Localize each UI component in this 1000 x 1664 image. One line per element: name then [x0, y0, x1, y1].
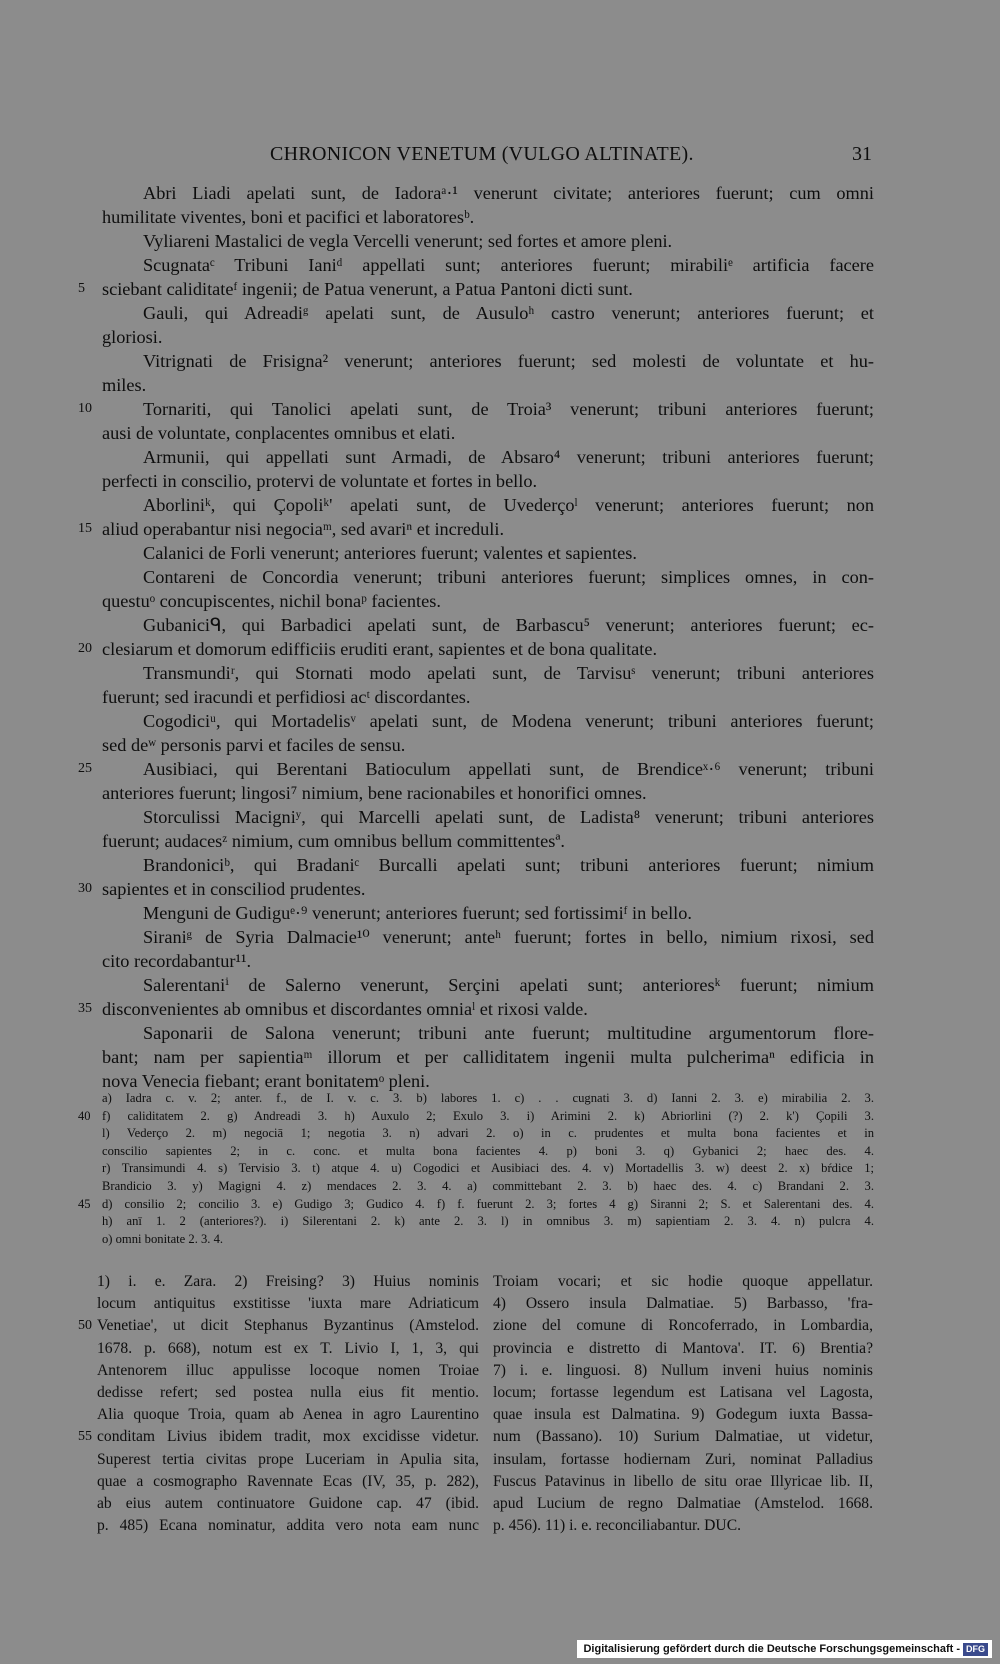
line-text: bant; nam per sapientiaᵐ illorum et per calliditatem ingenii multa pulcherimaⁿ edificia in	[102, 1047, 874, 1067]
line-text: Saponarii de Salona venerunt; tribuni ante fuerunt; multitudine argumentorum flore-	[143, 1023, 874, 1043]
line-text: Troiam vocari; et sic hodie quoque appellatur.	[493, 1273, 873, 1290]
line-text: perfecti in conscilio, protervi de voluntate et fortes in bello.	[102, 471, 538, 491]
line-number: 5	[78, 281, 85, 296]
text-line	[0, 733, 1000, 757]
line-text: conditam Livius ibidem tradit, mox excidisse videtur.	[97, 1428, 479, 1446]
footnotes-right-column	[0, 1271, 1000, 1537]
dfg-logo: DFG	[963, 1643, 988, 1656]
page-number: 31	[852, 143, 872, 165]
text-line	[0, 661, 1000, 685]
digitization-credit	[577, 1640, 992, 1658]
running-header-title: CHRONICON VENETUM (VULGO ALTINATE).	[270, 143, 694, 165]
line-text: dedisse refert; sed postea nulla eius fit mentio.	[97, 1383, 479, 1401]
line-text: Superest tertia civitas prope Luceriam in Apulia sita,	[97, 1450, 479, 1468]
apparatus-line	[0, 1125, 1000, 1143]
line-text: Cogodiciᵘ, qui Mortadelisᵛ apelati sunt, de Modena venerunt; tribuni anteriores fuerunt;	[143, 711, 874, 731]
footnote-line	[0, 1449, 1000, 1471]
line-text: Vitrignati de Frisigna² venerunt; anteriores fuerunt; sed molesti de voluntate et hu-	[143, 351, 874, 371]
line-text: 1) i. e. Zara. 2) Freising? 3) Huius nominis	[97, 1273, 479, 1290]
apparatus-line	[0, 1196, 1000, 1214]
footnote-line	[0, 1315, 1000, 1337]
apparatus-line	[0, 1160, 1000, 1178]
text-line	[0, 589, 1000, 613]
footnote-line	[0, 1426, 1000, 1448]
line-text: Siraniᵍ de Syria Dalmacie¹⁰ venerunt; anteʰ fuerunt; fortes in bello, nimium rixosi, sed	[143, 927, 874, 947]
line-number: 40	[78, 1108, 91, 1123]
footnote-line	[0, 1515, 1000, 1537]
line-text: sciebant caliditateᶠ ingenii; de Patua venerunt, a Patua Pantoni dicti sunt.	[102, 279, 633, 299]
text-line	[0, 349, 1000, 373]
line-text: 4) Ossero insula Dalmatiae. 5) Barbasso, 'fra-	[493, 1295, 873, 1313]
line-number: 20	[78, 641, 92, 656]
text-line	[0, 709, 1000, 733]
text-line	[0, 469, 1000, 493]
text-line	[0, 493, 1000, 517]
line-text: zione del comune di Roncoferrado, in Lombardia,	[493, 1317, 873, 1335]
text-line	[0, 181, 1000, 205]
line-text: cito recordabantur¹¹.	[102, 951, 252, 971]
text-line	[0, 973, 1000, 997]
critical-apparatus	[0, 1090, 1000, 1248]
line-text: f) caliditatem 2. g) Andreadi 3. h) Auxulo 2; Exulo 3. i) Arimini 2. k) Abriorlini (?) 2. k') Çopili 3.	[102, 1108, 874, 1123]
text-line	[0, 949, 1000, 973]
line-text: disconvenientes ab omnibus et discordantes omniaˡ et rixosi valde.	[102, 999, 588, 1019]
line-text: insulam, fortasse hodiernam Zuri, nominat Palladius	[493, 1450, 873, 1468]
text-line	[0, 1045, 1000, 1069]
apparatus-line	[0, 1108, 1000, 1126]
text-line	[0, 301, 1000, 325]
line-text: Antenorem illuc appulisse locoque nomen Troiae	[97, 1361, 479, 1379]
line-text: anteriores fuerunt; lingosi⁷ nimium, bene racionabiles et honorifici omnes.	[102, 783, 647, 803]
text-line	[0, 853, 1000, 877]
line-text: Salerentaniⁱ de Salerno venerunt, Serçini apelati sunt; anterioresᵏ fuerunt; nimium	[143, 975, 874, 995]
line-number: 15	[78, 521, 92, 536]
line-text: l) Vederço 2. m) negociā 1; negotia 3. n) advari 2. o) in c. prudentes et multa bona facientes et in	[102, 1126, 874, 1141]
line-text: clesiarum et domorum edifficiis eruditi erant, sapientes et de bona qualitate.	[102, 639, 658, 659]
footnote-line	[0, 1471, 1000, 1493]
line-text: ab eius autem continuatore Guidone cap. 47 (ibid.	[97, 1494, 479, 1512]
apparatus-line	[0, 1090, 1000, 1108]
credit-text: Digitalisierung gefördert durch die Deutsche Forschungsgemeinschaft -	[583, 1643, 960, 1655]
line-text: num (Bassano). 10) Surium Dalmatiae, ut videtur,	[493, 1428, 873, 1446]
text-line	[0, 613, 1000, 637]
line-text: Brandicio 3. y) Magigni 4. z) mendaces 2. 3. 4. a) committebant 2. 3. b) haec des. 4. c) Brandani 2. 3.	[102, 1178, 874, 1193]
line-number: 55	[78, 1429, 92, 1445]
line-text: h) anī 1. 2 (anteriores?). i) Silerentani 2. k) ante 2. 3. l) in omnibus 3. m) sapientiam 2. 3. 4. n) pulcra 4.	[102, 1214, 874, 1229]
apparatus-line	[0, 1143, 1000, 1161]
line-text: aliud operabantur nisi negociaᵐ, sed avariⁿ et increduli.	[102, 519, 505, 539]
line-text: ausi de voluntate, conplacentes omnibus et elati.	[102, 423, 456, 443]
text-line	[0, 829, 1000, 853]
footnote-line	[0, 1404, 1000, 1426]
line-text: o) omni bonitate 2. 3. 4.	[102, 1231, 224, 1246]
footnote-line	[0, 1271, 1000, 1293]
text-line	[0, 877, 1000, 901]
footnote-line	[0, 1293, 1000, 1315]
line-text: sapientes et in consciliod prudentes.	[102, 879, 366, 899]
line-text: Gubaniciᑫ, qui Barbadici apelati sunt, de Barbascu⁵ venerunt; anteriores fuerunt; ec-	[143, 615, 874, 635]
text-line	[0, 781, 1000, 805]
line-text: 7) i. e. linguosi. 8) Nullum inveni huius nominis	[493, 1361, 873, 1379]
line-text: Ausibiaci, qui Berentani Batioculum appellati sunt, de Brendiceˣ·⁶ venerunt; tribuni	[143, 759, 874, 779]
text-line	[0, 277, 1000, 301]
text-line	[0, 229, 1000, 253]
line-text: Vyliareni Mastalici de vegla Vercelli venerunt; sed fortes et amore pleni.	[143, 231, 673, 251]
text-line	[0, 925, 1000, 949]
text-line	[0, 205, 1000, 229]
line-text: Calanici de Forli venerunt; anteriores fuerunt; valentes et sapientes.	[143, 543, 637, 563]
footnote-line	[0, 1338, 1000, 1360]
line-text: Menguni de Gudiguᵉ·⁹ venerunt; anteriores fuerunt; sed fortissimiᶠ in bello.	[143, 903, 692, 923]
text-line	[0, 253, 1000, 277]
line-number: 30	[78, 881, 92, 896]
text-line	[0, 901, 1000, 925]
line-number: 25	[78, 761, 92, 776]
footnote-line	[0, 1360, 1000, 1382]
text-line	[0, 637, 1000, 661]
line-text: a) Iadra c. v. 2; anter. f., de I. v. c. 3. b) labores 1. c) . . cugnati 3. d) Ianni 2. 3. e) mirabilia 2. 3.	[102, 1091, 874, 1105]
text-line	[0, 997, 1000, 1021]
line-number: 35	[78, 1001, 92, 1016]
line-text: locum antiquitus exstitisse 'iuxta mare Adriaticum	[97, 1295, 479, 1313]
footnote-line	[0, 1382, 1000, 1404]
line-text: fuerunt; audacesᶻ nimium, cum omnibus bellum committentesª.	[102, 831, 565, 851]
line-text: Fuscus Patavinus in libello de situ orae Illyricae lib. II,	[493, 1472, 873, 1490]
line-text: Contareni de Concordia venerunt; tribuni anteriores fuerunt; simplices omnes, in con-	[143, 567, 874, 587]
text-line	[0, 541, 1000, 565]
line-text: quae a cosmographo Ravennate Ecas (IV, 35, p. 282),	[97, 1472, 479, 1490]
line-text: sed deʷ personis parvi et faciles de sensu.	[102, 735, 406, 755]
line-number: 50	[78, 1318, 92, 1334]
line-text: Transmundiʳ, qui Stornati modo apelati sunt, de Tarvisuˢ venerunt; tribuni anteriores	[143, 663, 874, 683]
line-number: 45	[78, 1196, 91, 1211]
line-text: gloriosi.	[102, 327, 163, 347]
text-line	[0, 1021, 1000, 1045]
text-line	[0, 565, 1000, 589]
line-text: apud Lucium de regno Dalmatiae (Amstelod. 1668.	[493, 1494, 873, 1512]
line-text: Abri Liadi apelati sunt, de Iadoraᵃ·¹ venerunt civitate; anteriores fuerunt; cum omni	[143, 183, 874, 203]
line-number: 10	[78, 401, 92, 416]
line-text: Brandoniciᵇ, qui Bradaniᶜ Burcalli apelati sunt; tribuni anteriores fuerunt; nimium	[143, 855, 874, 875]
text-line	[0, 421, 1000, 445]
line-text: provincia e distretto di Mantova'. IT. 6) Brentia?	[493, 1339, 873, 1357]
line-text: p. 485) Ecana nominatur, addita vero nota eam nunc	[97, 1517, 479, 1535]
footnote-line	[0, 1493, 1000, 1515]
apparatus-line	[0, 1178, 1000, 1196]
line-text: Aborliniᵏ, qui Çopoliᵏ' apelati sunt, de Uvederçoˡ venerunt; anteriores fuerunt; non	[143, 495, 874, 515]
line-text: Alia quoque Troia, quam ab Aenea in agro Laurentino	[97, 1406, 479, 1424]
line-text: Tornariti, qui Tanolici apelati sunt, de Troia³ venerunt; tribuni anteriores fuerunt;	[143, 399, 874, 419]
line-text: p. 456). 11) i. e. reconciliabantur. DUC.	[493, 1517, 741, 1535]
line-text: Storculissi Macigniʸ, qui Marcelli apelati sunt, de Ladista⁸ venerunt; tribuni anteriores	[143, 807, 874, 827]
text-line	[0, 397, 1000, 421]
line-text: d) consilio 2; concilio 3. e) Gudigo 3; Gudico 4. f) f. fuerunt 2. 3; fortes 4 g) Siranni 2; S. et Salerentani des. 4.	[102, 1196, 874, 1211]
text-line	[0, 325, 1000, 349]
line-text: Scugnataᶜ Tribuni Ianiᵈ appellati sunt; anteriores fuerunt; mirabiliᵉ artificia facere	[143, 255, 874, 275]
line-text: nova Venecia fiebant; erant bonitatemᵒ pleni.	[102, 1071, 430, 1091]
line-text: questuᵒ concupiscentes, nichil bonaᵖ facientes.	[102, 591, 441, 611]
text-line	[0, 757, 1000, 781]
text-line	[0, 805, 1000, 829]
apparatus-line	[0, 1231, 1000, 1249]
line-text: 1678. p. 668), notum est ex T. Livio I, 1, 3, qui	[97, 1339, 479, 1357]
line-text: Gauli, qui Adreadiᵍ apelati sunt, de Ausuloʰ castro venerunt; anteriores fuerunt; et	[143, 303, 874, 323]
line-text: Armunii, qui appellati sunt Armadi, de Absaro⁴ venerunt; tribuni anteriores fuerunt;	[143, 447, 874, 467]
line-text: fuerunt; sed iracundi et perfidiosi acᵗ discordantes.	[102, 687, 471, 707]
line-text: conscilio sapientes 2; in c. conc. et multa bona facientes 4. p) boni 3. q) Gybanici 2; haec des. 4.	[102, 1143, 874, 1158]
line-text: r) Transimundi 4. s) Tervisio 3. t) atque 4. u) Cogodici et Ausibiaci des. 4. v) Mortadellis 3. w) deest 2. x) bŕdice 1;	[102, 1161, 874, 1176]
apparatus-line	[0, 1213, 1000, 1231]
line-text: Venetiae', ut dicit Stephanus Byzantinus (Amstelod.	[97, 1317, 479, 1335]
line-text: miles.	[102, 375, 147, 395]
line-text: locum; fortasse legendum est Latisana vel Lagosta,	[493, 1383, 873, 1401]
text-line	[0, 685, 1000, 709]
text-line	[0, 373, 1000, 397]
line-text: humilitate viventes, boni et pacifici et laboratoresᵇ.	[102, 207, 475, 227]
line-text: quae insula est Dalmatina. 9) Godegum iuxta Bassa-	[493, 1406, 873, 1424]
text-line	[0, 445, 1000, 469]
main-text	[0, 181, 1000, 1093]
text-line	[0, 517, 1000, 541]
